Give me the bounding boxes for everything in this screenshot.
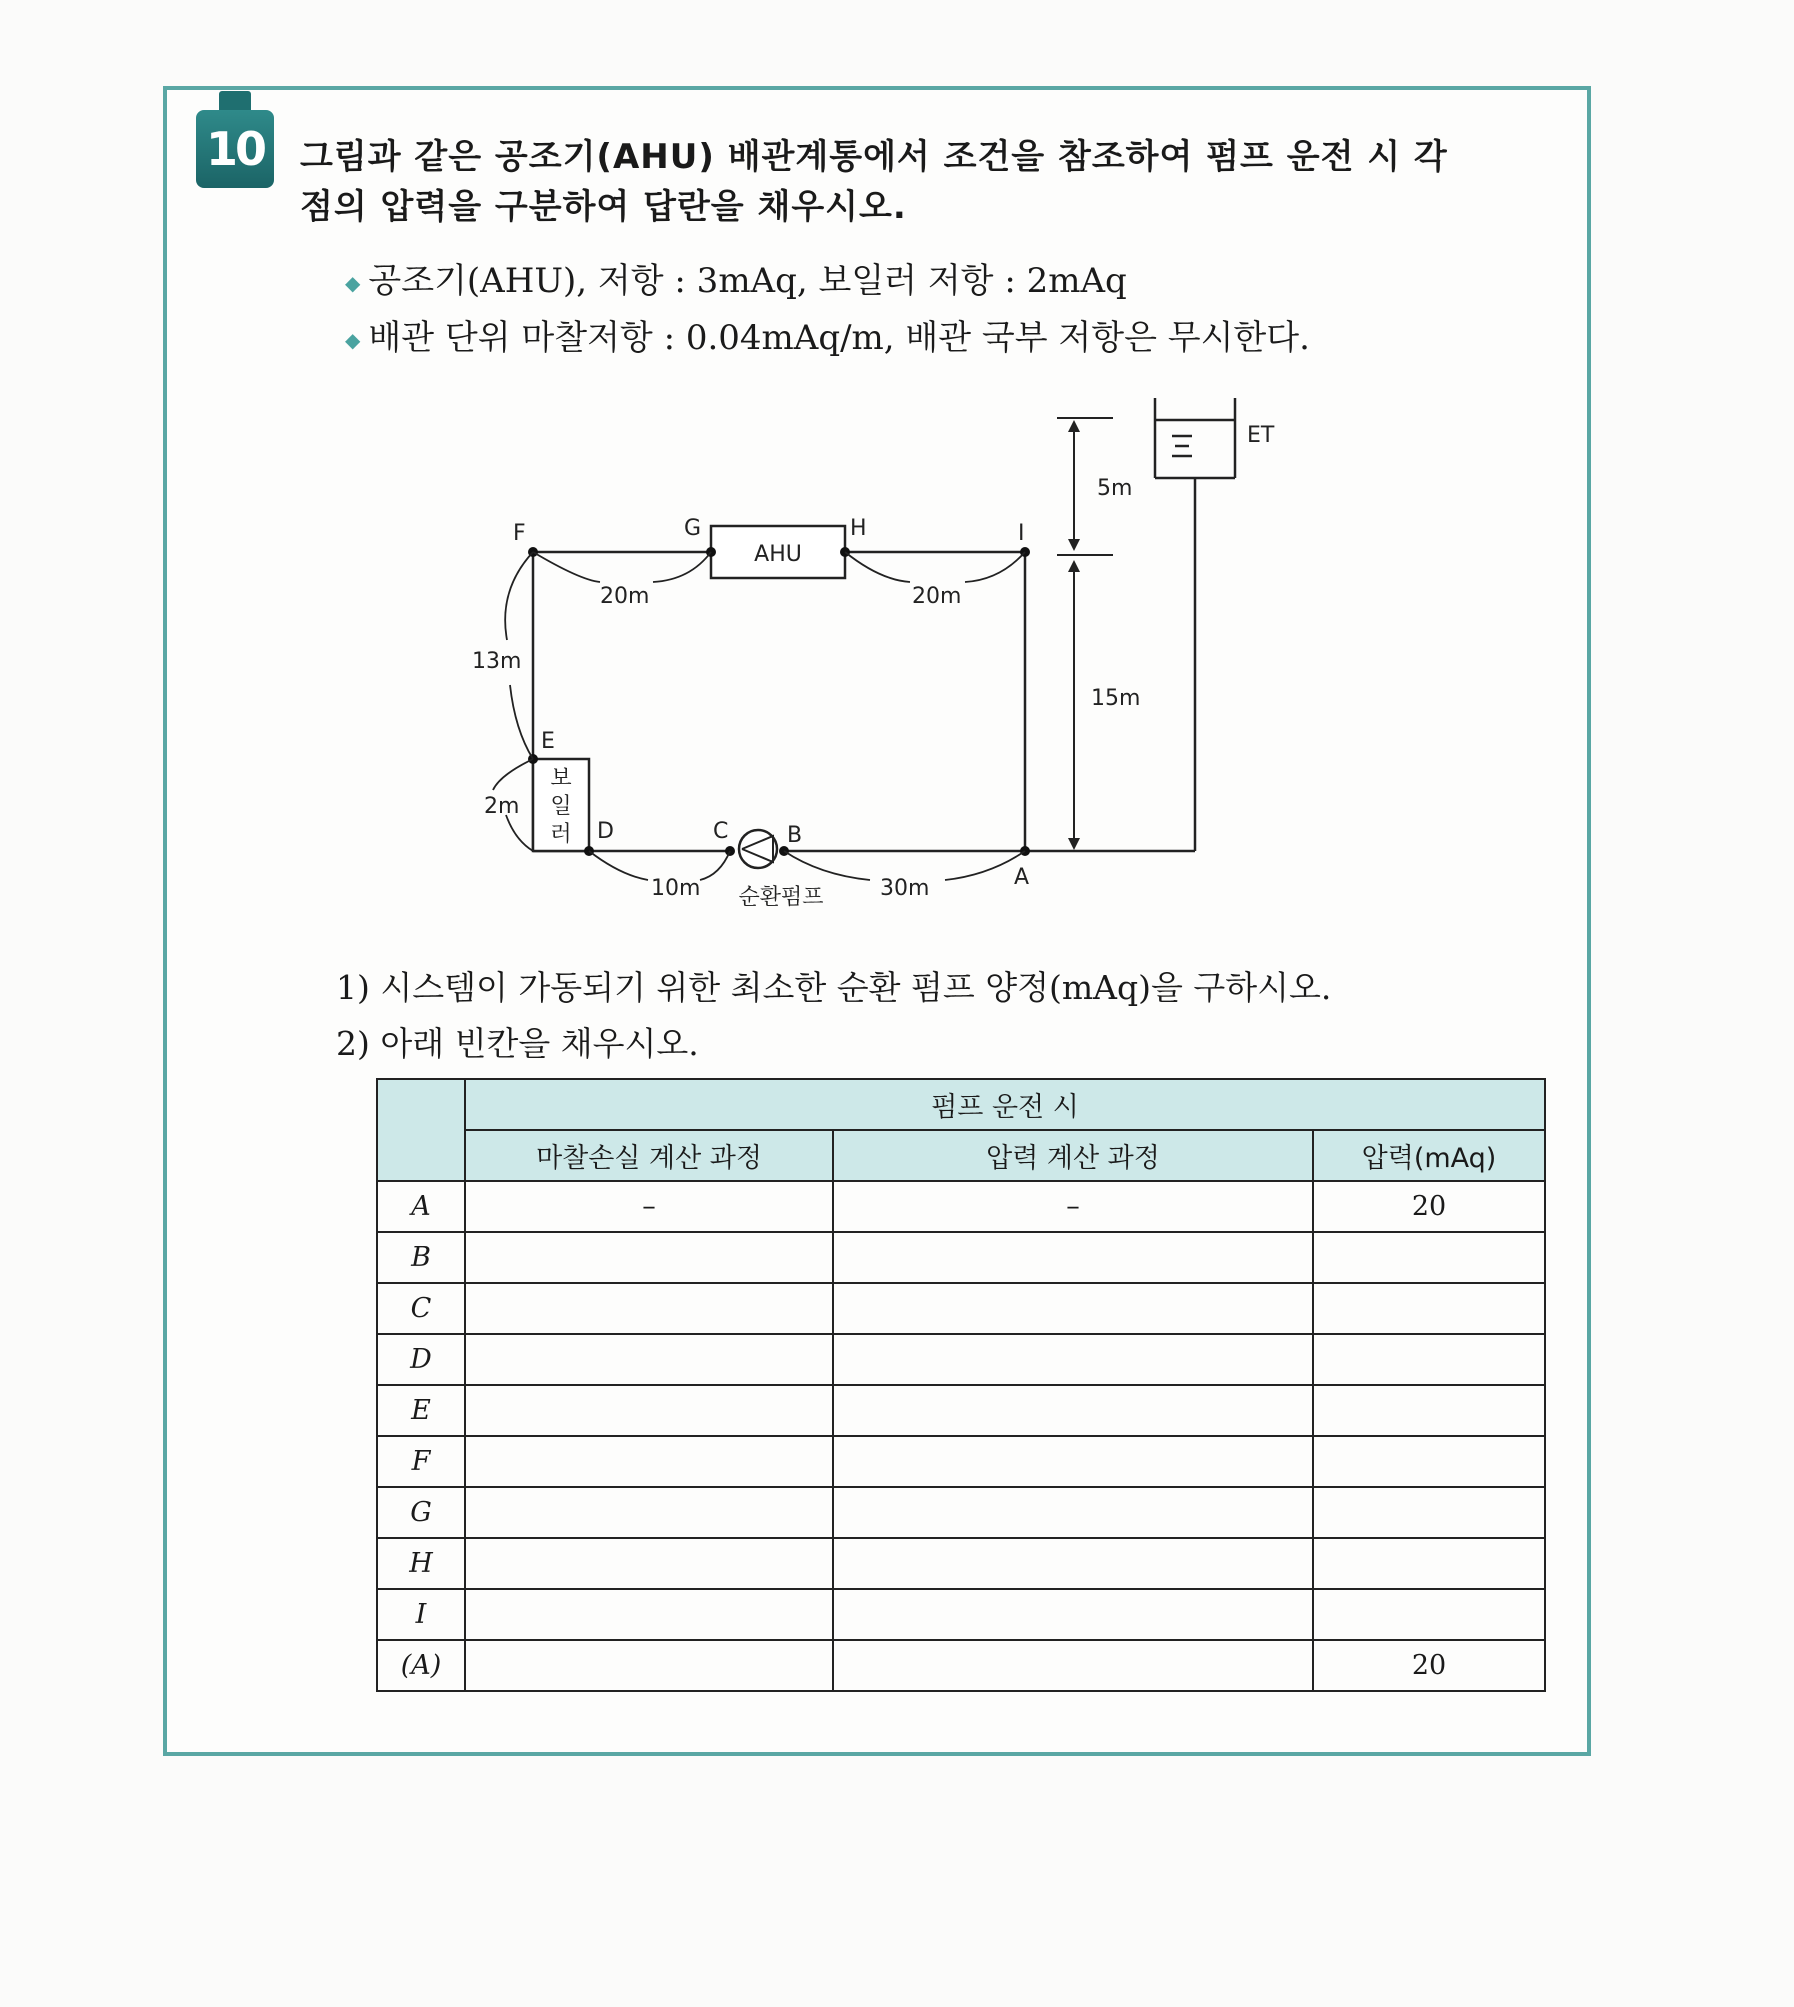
table-row	[377, 1385, 1545, 1436]
table-row	[377, 1334, 1545, 1385]
bullet-icon: ◆	[345, 271, 361, 295]
condition-1: ◆ 공조기(AHU), 저항 : 3mAq, 보일러 저항 : 2mAq	[345, 261, 1127, 301]
pump-symbol	[739, 830, 777, 868]
friction-cell[interactable]	[465, 1334, 833, 1385]
point-h-label: H	[850, 516, 867, 541]
table-row	[377, 1538, 1545, 1589]
pressure-calc-cell[interactable]	[833, 1538, 1313, 1589]
pressure-cell[interactable]	[1313, 1487, 1545, 1538]
length-fg-label: 20m	[600, 584, 650, 609]
condition-2: ◆ 배관 단위 마찰저항 : 0.04mAq/m, 배관 국부 저항은 무시한다.	[345, 318, 1310, 358]
pressure-calc-cell[interactable]: –	[833, 1181, 1313, 1232]
piping-diagram	[0, 0, 1794, 950]
table-row	[377, 1283, 1545, 1334]
boiler-label-1: 보	[550, 766, 572, 791]
point-g-label: G	[684, 516, 702, 541]
height-lower-label: 15m	[1091, 686, 1141, 711]
pressure-calc-cell[interactable]	[833, 1334, 1313, 1385]
header-group: 펌프 운전 시	[465, 1079, 1545, 1130]
pressure-calc-cell[interactable]	[833, 1640, 1313, 1691]
problem-number-badge: 10	[196, 110, 274, 188]
pressure-calc-cell[interactable]	[833, 1232, 1313, 1283]
point-b-label: B	[787, 823, 803, 848]
row-label: (A)	[377, 1640, 465, 1691]
boiler-label-3: 러	[550, 822, 572, 847]
row-label: F	[377, 1436, 465, 1487]
table-row	[377, 1232, 1545, 1283]
friction-cell[interactable]	[465, 1589, 833, 1640]
pressure-calc-cell[interactable]	[833, 1385, 1313, 1436]
header-corner	[377, 1079, 465, 1181]
bullet-icon: ◆	[345, 328, 361, 352]
pressure-calc-cell[interactable]	[833, 1436, 1313, 1487]
row-label: B	[377, 1232, 465, 1283]
boiler-label-2: 일	[550, 794, 572, 819]
answer-table	[376, 1078, 1546, 1692]
row-label: D	[377, 1334, 465, 1385]
friction-cell[interactable]	[465, 1385, 833, 1436]
title-line-1: 그림과 같은 공조기(AHU) 배관계통에서 조건을 참조하여 펌프 운전 시 각	[300, 137, 1448, 177]
friction-cell[interactable]	[465, 1487, 833, 1538]
pressure-cell[interactable]	[1313, 1589, 1545, 1640]
ahu-label: AHU	[754, 542, 802, 567]
friction-cell[interactable]	[465, 1538, 833, 1589]
header-friction: 마찰손실 계산 과정	[465, 1130, 833, 1181]
length-ba-label: 30m	[880, 876, 930, 901]
et-label: ET	[1247, 423, 1275, 448]
pressure-cell[interactable]	[1313, 1283, 1545, 1334]
length-dc-label: 10m	[651, 876, 701, 901]
row-label: G	[377, 1487, 465, 1538]
point-i-label: I	[1018, 521, 1025, 546]
pressure-cell[interactable]	[1313, 1436, 1545, 1487]
point-d-label: D	[597, 819, 614, 844]
row-label: C	[377, 1283, 465, 1334]
pressure-cell[interactable]: 20	[1313, 1640, 1545, 1691]
title-line-2: 점의 압력을 구분하여 답란을 채우시오.	[300, 187, 907, 227]
friction-cell[interactable]	[465, 1436, 833, 1487]
pressure-calc-cell[interactable]	[833, 1589, 1313, 1640]
table-row	[377, 1181, 1545, 1232]
question-1: 1) 시스템이 가동되기 위한 최소한 순환 펌프 양정(mAq)을 구하시오.	[336, 968, 1332, 1007]
point-e-label: E	[541, 729, 555, 754]
friction-cell[interactable]: –	[465, 1181, 833, 1232]
friction-cell[interactable]	[465, 1232, 833, 1283]
point-c-label: C	[713, 819, 729, 844]
length-ef-label: 13m	[472, 649, 522, 674]
friction-cell[interactable]	[465, 1283, 833, 1334]
pressure-cell[interactable]	[1313, 1538, 1545, 1589]
table-row	[377, 1640, 1545, 1691]
question-2: 2) 아래 빈칸을 채우시오.	[336, 1024, 699, 1063]
friction-cell[interactable]	[465, 1640, 833, 1691]
row-label: A	[377, 1181, 465, 1232]
pump-label: 순환펌프	[738, 885, 824, 910]
table-row	[377, 1589, 1545, 1640]
table-row	[377, 1487, 1545, 1538]
length-hi-label: 20m	[912, 584, 962, 609]
pressure-cell[interactable]	[1313, 1334, 1545, 1385]
header-pressure-calc: 압력 계산 과정	[833, 1130, 1313, 1181]
pressure-cell[interactable]	[1313, 1232, 1545, 1283]
length-boiler-label: 2m	[484, 794, 520, 819]
pressure-cell[interactable]: 20	[1313, 1181, 1545, 1232]
height-upper-label: 5m	[1097, 476, 1133, 501]
row-label: H	[377, 1538, 465, 1589]
row-label: I	[377, 1589, 465, 1640]
expansion-tank	[1155, 398, 1235, 478]
point-a-label: A	[1014, 865, 1030, 890]
row-label: E	[377, 1385, 465, 1436]
point-f-label: F	[513, 521, 526, 546]
header-pressure: 압력(mAq)	[1313, 1130, 1545, 1181]
pressure-calc-cell[interactable]	[833, 1487, 1313, 1538]
pressure-cell[interactable]	[1313, 1385, 1545, 1436]
pressure-calc-cell[interactable]	[833, 1283, 1313, 1334]
table-row	[377, 1436, 1545, 1487]
